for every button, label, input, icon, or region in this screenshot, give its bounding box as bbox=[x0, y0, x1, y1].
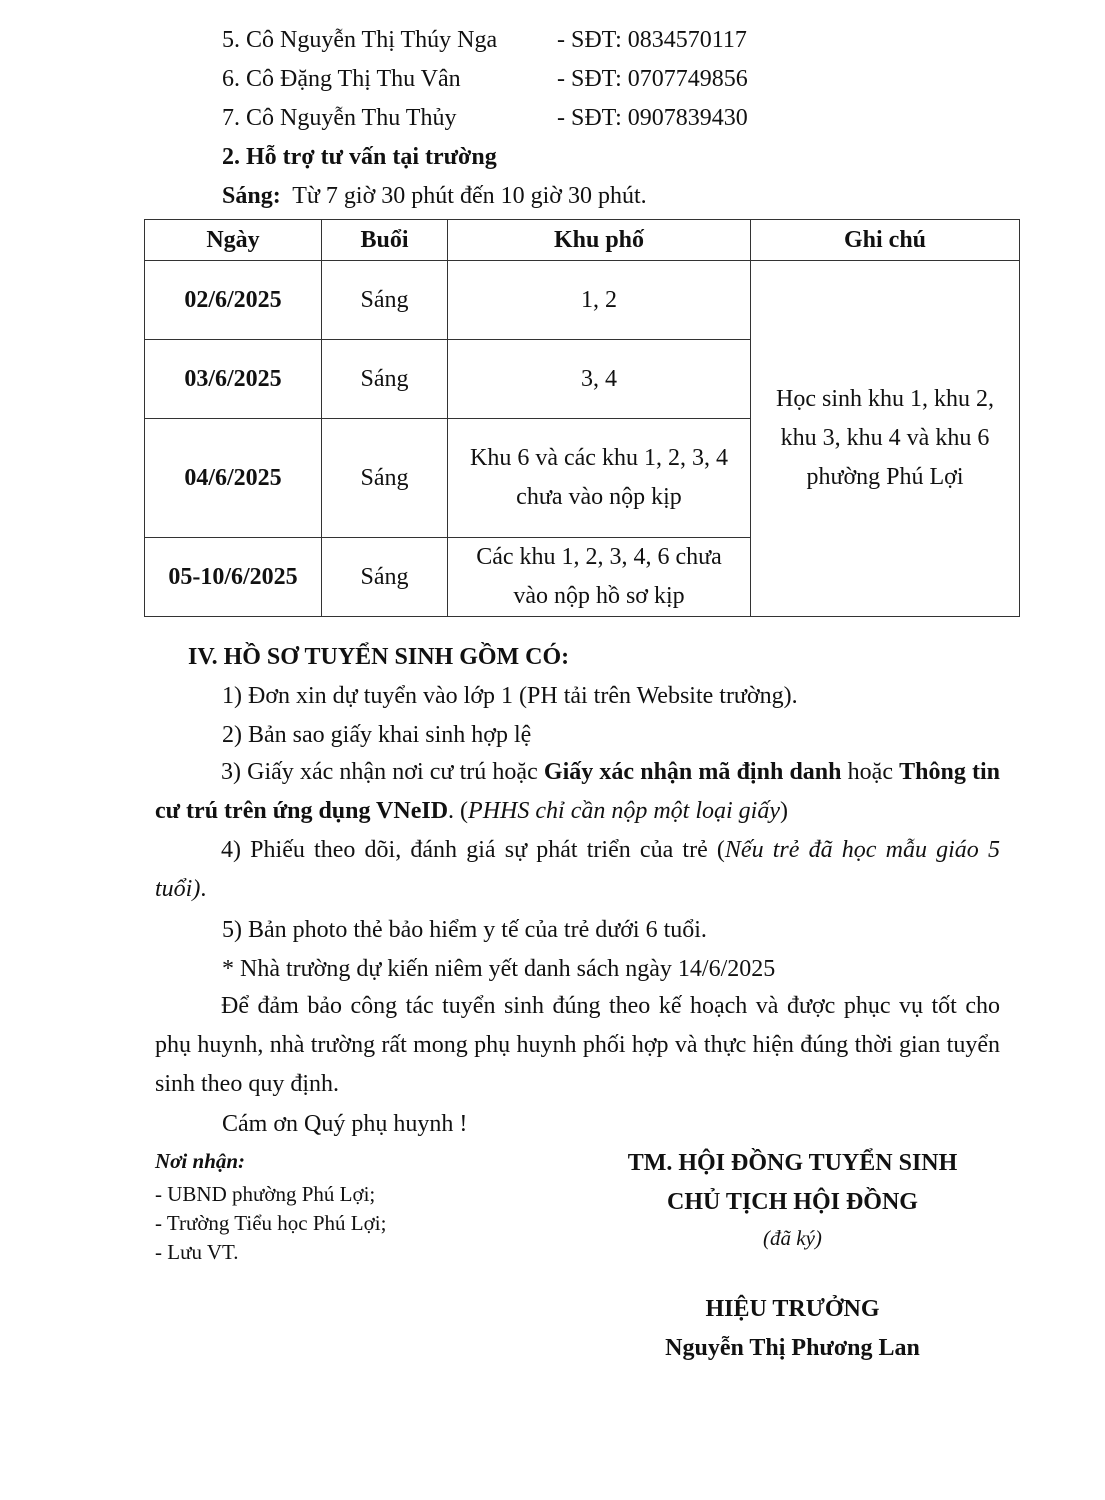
list-item: 1) Đơn xin dự tuyển vào lớp 1 (PH tải trên Website trường). bbox=[222, 683, 798, 709]
morning-label: Sáng: bbox=[222, 183, 281, 209]
support-heading: 2. Hỗ trợ tư vấn tại trường bbox=[222, 144, 497, 170]
contact-phone: - SĐT: 0707749856 bbox=[557, 66, 748, 92]
note-cell bbox=[751, 261, 1020, 617]
row-session: Sáng bbox=[322, 261, 448, 340]
morning-time: Từ 7 giờ 30 phút đến 10 giờ 30 phút. bbox=[292, 183, 647, 209]
item3-bold: Thông tin cư trú trên ứng dụng VNeID bbox=[155, 759, 1001, 824]
signed-note: (đã ký) bbox=[763, 1226, 822, 1250]
item3-text: ) bbox=[780, 798, 788, 824]
note-line: khu 3, khu 4 và khu 6 bbox=[780, 425, 990, 451]
row-session: Sáng bbox=[322, 419, 448, 538]
item4-text: 4) Phiếu theo dõi, đánh giá sự phát triển của trẻ ( bbox=[221, 837, 725, 863]
header-date: Ngày bbox=[145, 220, 322, 261]
header-session: Buổi bbox=[322, 220, 448, 261]
row-date: 04/6/2025 bbox=[145, 419, 322, 538]
signer-name: Nguyễn Thị Phương Lan bbox=[665, 1335, 920, 1361]
row-session: Sáng bbox=[322, 538, 448, 617]
signer-title: HIỆU TRƯỞNG bbox=[705, 1296, 880, 1322]
header-area: Khu phố bbox=[448, 220, 751, 261]
recipient-item: - Lưu VT. bbox=[155, 1240, 239, 1264]
schedule-table bbox=[144, 219, 1020, 617]
contact-phone: - SĐT: 0907839430 bbox=[557, 105, 748, 131]
row-session: Sáng bbox=[322, 340, 448, 419]
row-area bbox=[448, 419, 751, 538]
table-header-row bbox=[145, 220, 1020, 261]
item4-italic: Nếu trẻ đã học mẫu giáo 5 tuổi) bbox=[155, 837, 1000, 902]
contact-name: 7. Cô Nguyễn Thu Thủy bbox=[222, 105, 457, 131]
item3-bold: Giấy xác nhận mã định danh bbox=[543, 759, 842, 785]
recipient-item: - UBND phường Phú Lợi; bbox=[155, 1182, 376, 1206]
contact-name: 6. Cô Đặng Thị Thu Vân bbox=[222, 66, 461, 92]
signature-line1: TM. HỘI ĐỒNG TUYỂN SINH bbox=[627, 1150, 958, 1176]
item3-text: hoặc bbox=[847, 759, 893, 785]
signature-line2: CHỦ TỊCH HỘI ĐỒNG bbox=[667, 1189, 918, 1215]
recipients-label: Nơi nhận: bbox=[155, 1149, 246, 1173]
list-item: 5) Bản photo thẻ bảo hiểm y tế của trẻ dưới 6 tuổi. bbox=[222, 917, 707, 943]
thanks: Cám ơn Quý phụ huynh ! bbox=[222, 1111, 468, 1137]
row-area: 1, 2 bbox=[448, 261, 751, 340]
row-area bbox=[448, 538, 751, 617]
list-item-4 bbox=[155, 831, 1000, 909]
contact-name: 5. Cô Nguyễn Thị Thúy Nga bbox=[222, 27, 498, 53]
table-row bbox=[145, 261, 1020, 340]
row-area-line: Các khu 1, 2, 3, 4, 6 chưa bbox=[476, 544, 722, 570]
row-area-line: chưa vào nộp kịp bbox=[516, 484, 682, 510]
recipient-item: - Trường Tiểu học Phú Lợi; bbox=[155, 1211, 387, 1235]
notice: * Nhà trường dự kiến niêm yết danh sách ngày 14/6/2025 bbox=[222, 956, 776, 982]
section-heading: IV. HỒ SƠ TUYỂN SINH GỒM CÓ: bbox=[188, 644, 570, 670]
item4-text: . bbox=[200, 876, 207, 902]
list-item-3 bbox=[155, 753, 1000, 831]
row-date: 05-10/6/2025 bbox=[145, 538, 322, 617]
list-item: 2) Bản sao giấy khai sinh hợp lệ bbox=[222, 722, 532, 748]
item3-italic: PHHS chỉ cần nộp một loại giấy bbox=[468, 798, 780, 824]
item3-text: . ( bbox=[448, 798, 469, 824]
row-area-line: vào nộp hồ sơ kịp bbox=[513, 583, 685, 609]
note-line: phường Phú Lợi bbox=[806, 464, 964, 490]
row-area-line: Khu 6 và các khu 1, 2, 3, 4 bbox=[470, 445, 728, 471]
row-date: 02/6/2025 bbox=[145, 261, 322, 340]
item3-text: 3) Giấy xác nhận nơi cư trú hoặc bbox=[221, 759, 538, 785]
row-date: 03/6/2025 bbox=[145, 340, 322, 419]
row-area: 3, 4 bbox=[448, 340, 751, 419]
header-note: Ghi chú bbox=[751, 220, 1020, 261]
morning-line bbox=[222, 184, 647, 208]
note-line: Học sinh khu 1, khu 2, bbox=[776, 386, 994, 412]
closing-paragraph: Để đảm bảo công tác tuyển sinh đúng theo kế hoạch và được phục vụ tốt cho phụ huynh, nhà trường rất mong phụ huynh phối hợp và thực hiện đúng thời gian tuyển sinh theo quy định. bbox=[155, 993, 1000, 1097]
contact-phone: - SĐT: 0834570117 bbox=[557, 27, 747, 53]
